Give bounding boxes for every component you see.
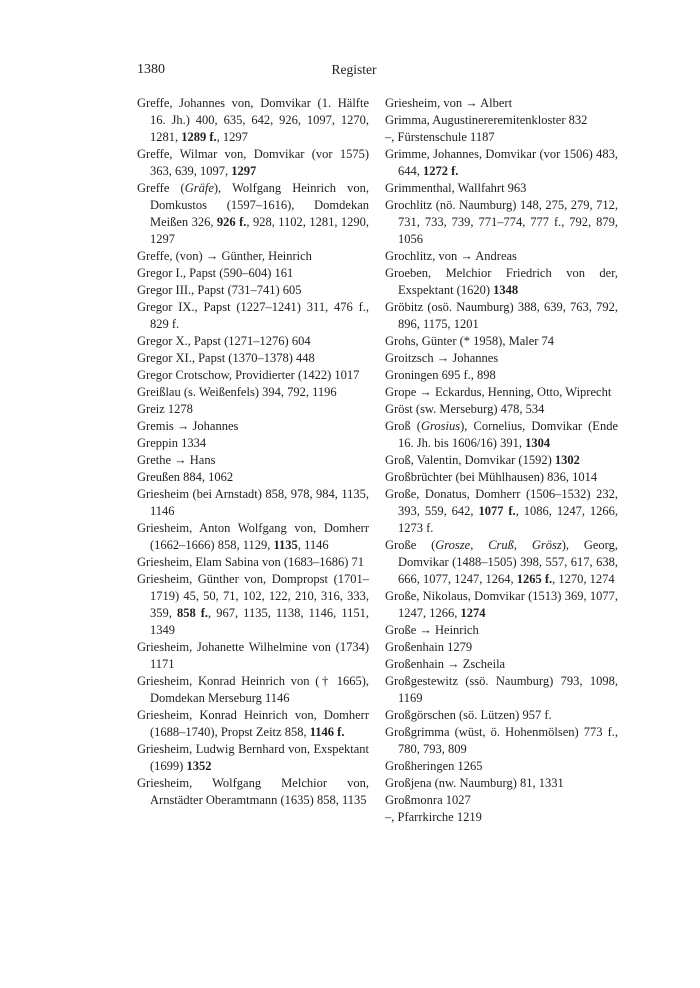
index-entry: Griesheim, Elam Sabina von (1683–1686) 71 <box>137 555 365 569</box>
index-entry: Greffe, (von) → Günther, Heinrich <box>137 249 312 263</box>
index-entry: Gröst (sw. Merseburg) 478, 534 <box>385 402 545 416</box>
index-entry: Großenhain 1279 <box>385 640 473 654</box>
index-entry: Greppin 1334 <box>137 436 207 450</box>
index-entry: Große (Grosze, Cruß, Grösz), Georg, Domvikar (1488–1505) 398, 557, 617, 638, 666, 1077, 1247, 1264, 1265 f., 1270, 1274 <box>385 538 618 586</box>
index-entry: Grimme, Johannes, Domvikar (vor 1506) 483, 644, 1272 f. <box>385 147 618 178</box>
index-entry: Gregor X., Papst (1271–1276) 604 <box>137 334 311 348</box>
index-entry: Gregor III., Papst (731–741) 605 <box>137 283 302 297</box>
index-entry: Griesheim, Anton Wolfgang von, Domherr (1662–1666) 858, 1129, 1135, 1146 <box>137 521 369 552</box>
index-entry: Große, Nikolaus, Domvikar (1513) 369, 1077, 1247, 1266, 1274 <box>385 589 618 620</box>
index-entry: Großjena (nw. Naumburg) 81, 1331 <box>385 776 564 790</box>
index-entry: Griesheim, von → Albert <box>385 96 513 110</box>
index-entry: Griesheim, Wolfgang Melchior von, Arnstädter Oberamtmann (1635) 858, 1135 <box>137 776 369 807</box>
index-entry: Großenhain → Zscheila <box>385 657 506 671</box>
index-entry: Grochlitz, von → Andreas <box>385 249 517 263</box>
index-entry: Gremis → Johannes <box>137 419 239 433</box>
index-entry: Grimmenthal, Wallfahrt 963 <box>385 181 527 195</box>
running-head: Register <box>331 62 377 77</box>
index-entry: Greiz 1278 <box>137 402 193 416</box>
index-entry: Großbrüchter (bei Mühlhausen) 836, 1014 <box>385 470 598 484</box>
index-entry: Griesheim, Ludwig Bernhard von, Exspektant (1699) 1352 <box>137 742 369 773</box>
index-column-left <box>137 95 369 809</box>
index-column-right <box>385 95 618 826</box>
index-entry: Große → Heinrich <box>385 623 479 637</box>
index-entry: Grimma, Augustinereremitenkloster 832 <box>385 113 588 127</box>
index-entry: Großgrimma (wüst, ö. Hohenmölsen) 773 f., 780, 793, 809 <box>385 725 618 756</box>
index-entry: Griesheim, Konrad Heinrich von († 1665), Domdekan Merseburg 1146 <box>137 674 369 705</box>
index-entry: –, Fürstenschule 1187 <box>385 130 495 144</box>
index-entry: –, Pfarrkirche 1219 <box>385 810 482 824</box>
page-number: 1380 <box>137 62 165 77</box>
index-entry: Griesheim, Johanette Wilhelmine von (1734) 1171 <box>137 640 369 671</box>
index-entry: Groß, Valentin, Domvikar (1592) 1302 <box>385 453 580 467</box>
index-entry: Gregor IX., Papst (1227–1241) 311, 476 f., 829 f. <box>137 300 369 331</box>
index-entry: Großgestewitz (ssö. Naumburg) 793, 1098, 1169 <box>385 674 618 705</box>
index-entry: Großheringen 1265 <box>385 759 483 773</box>
index-entry: Groitzsch → Johannes <box>385 351 499 365</box>
index-entry: Großmonra 1027 <box>385 793 471 807</box>
index-entry: Greffe, Johannes von, Domvikar (1. Hälfte 16. Jh.) 400, 635, 642, 926, 1097, 1270, 1281, 1289 f., 1297 <box>137 96 369 144</box>
index-entry: Groß (Grosius), Cornelius, Domvikar (Ende 16. Jh. bis 1606/16) 391, 1304 <box>385 419 618 450</box>
index-entry: Gregor Crotschow, Providierter (1422) 1017 <box>137 368 360 382</box>
index-entry: Gregor I., Papst (590–604) 161 <box>137 266 294 280</box>
index-entry: Greffe (Gräfe), Wolfgang Heinrich von, Domkustos (1597–1616), Domdekan Meißen 326, 926 f., 928, 1102, 1281, 1290, 1297 <box>137 181 369 246</box>
index-entry: Griesheim, Günther von, Dompropst (1701–1719) 45, 50, 71, 102, 122, 210, 316, 333, 359, 858 f., 967, 1135, 1138, 1146, 1151, 1349 <box>137 572 369 637</box>
index-entry: Gröbitz (osö. Naumburg) 388, 639, 763, 792, 896, 1175, 1201 <box>385 300 618 331</box>
index-entry: Grope → Eckardus, Henning, Otto, Wiprecht <box>385 385 612 399</box>
index-entry: Greffe, Wilmar von, Domvikar (vor 1575) 363, 639, 1097, 1297 <box>137 147 369 178</box>
index-entry: Gregor XI., Papst (1370–1378) 448 <box>137 351 315 365</box>
index-entry: Griesheim (bei Arnstadt) 858, 978, 984, 1135, 1146 <box>137 487 369 518</box>
index-entry: Griesheim, Konrad Heinrich von, Domherr (1688–1740), Propst Zeitz 858, 1146 f. <box>137 708 369 739</box>
index-entry: Große, Donatus, Domherr (1506–1532) 232, 393, 559, 642, 1077 f., 1086, 1247, 1266, 1273 f. <box>385 487 619 535</box>
index-entry: Greußen 884, 1062 <box>137 470 234 484</box>
index-entry: Groeben, Melchior Friedrich von der, Exspektant (1620) 1348 <box>385 266 618 297</box>
index-entry: Greißlau (s. Weißenfels) 394, 792, 1196 <box>137 385 337 399</box>
index-entry: Grochlitz (nö. Naumburg) 148, 275, 279, 712, 731, 733, 739, 771–774, 777 f., 792, 879, 1056 <box>385 198 618 246</box>
index-entry: Groningen 695 f., 898 <box>385 368 496 382</box>
index-entry: Grethe → Hans <box>137 453 216 467</box>
page-header <box>137 62 571 82</box>
index-entry: Großgörschen (sö. Lützen) 957 f. <box>385 708 552 722</box>
index-entry: Grohs, Günter (* 1958), Maler 74 <box>385 334 555 348</box>
